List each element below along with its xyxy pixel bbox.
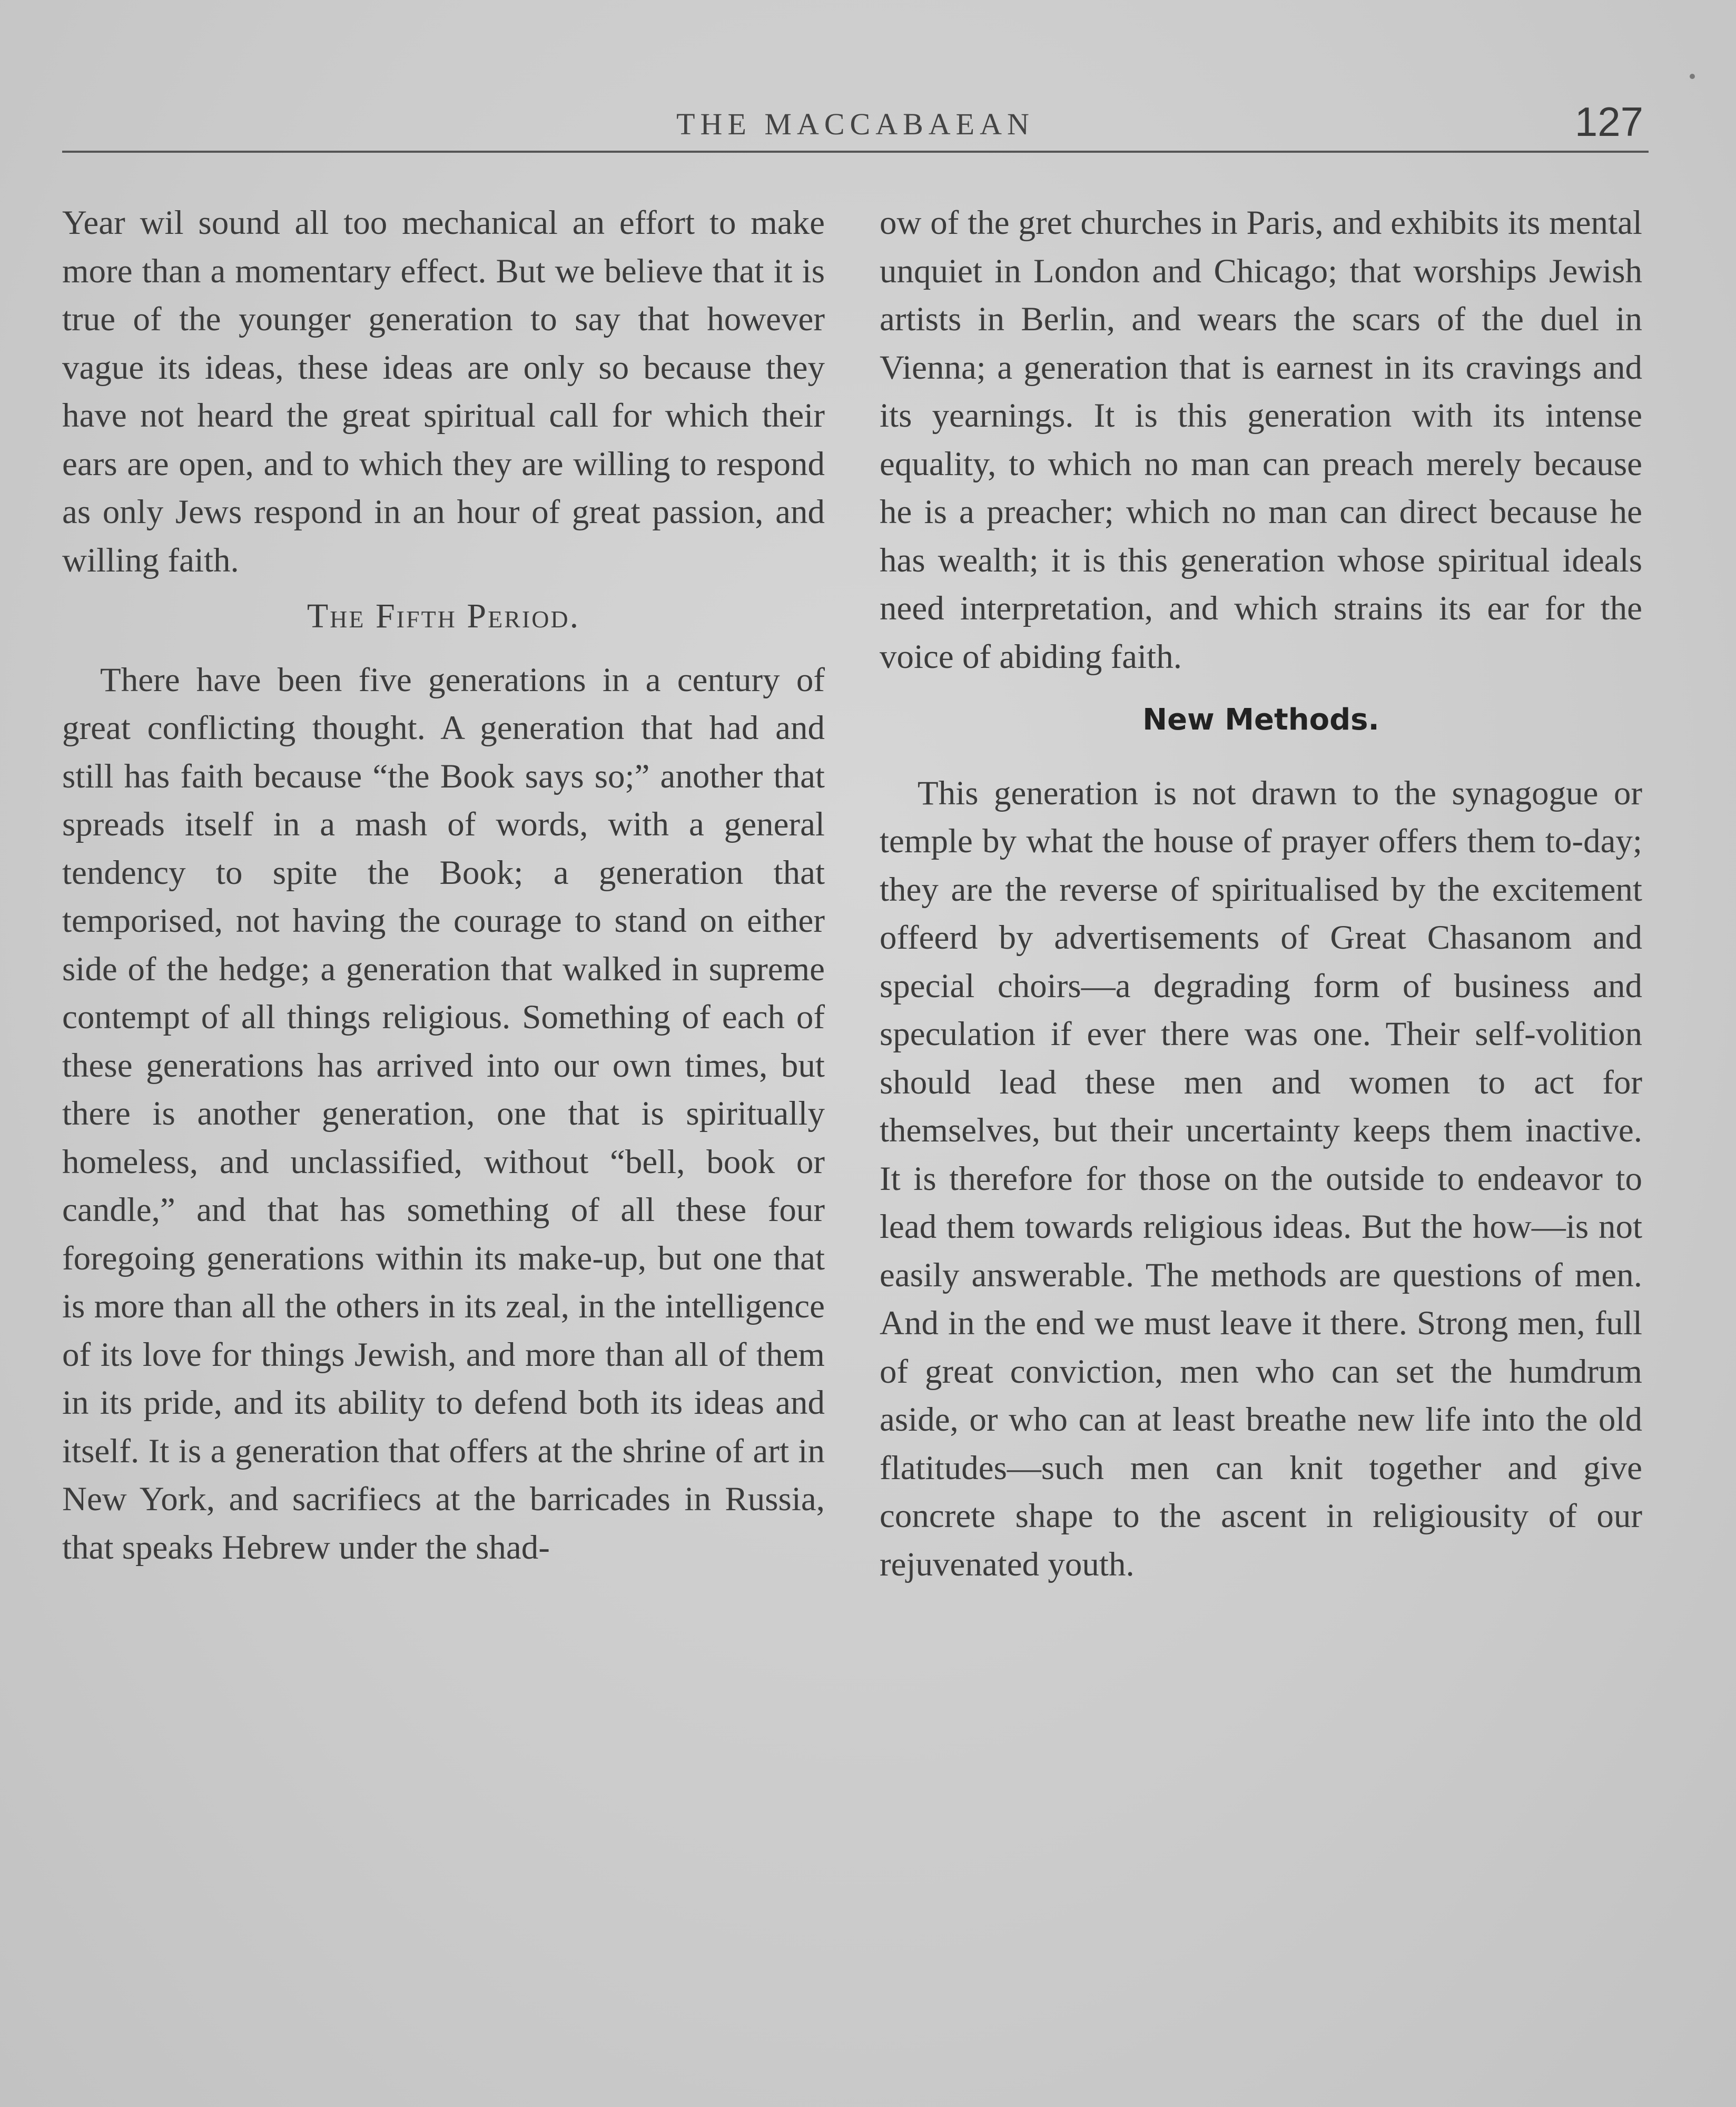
- section-heading-fifth-period: The Fifth Period.: [307, 597, 580, 635]
- page-number: 127: [1574, 99, 1643, 145]
- running-title: THE MACCABAEAN: [676, 107, 1034, 141]
- section-heading-new-methods: New Methods.: [1142, 703, 1379, 737]
- right-column: [880, 199, 1642, 1589]
- left-paragraph-main: There have been five generations in a century of great conflicting thought. A generation that had and still has faith because “the Book says so;” another that spreads itself in a mash of words, with a general tendency to spite the Book; a generation that temporised, not having the courage to stand on either side of the hedge; a generation that walked in supreme contempt of all things religious. Something of each of these generations has arrived into our own times, but there is another generation, one that is spiritually homeless, and unclassified, without “bell, book or candle,” and that has something of all these four foregoing generations within its make-up, but one that is more than all the others in its zeal, in the intelligence of its love for things Jewish, and more than all of them in its pride, and its ability to defend both its ideas and itself. It is a generation that offers at the shrine of art in New York, and sacrifiecs at the barricades in Russia, that speaks Hebrew under the shad-: [62, 661, 825, 1567]
- paper-speck: [1690, 74, 1695, 79]
- page-header: [62, 100, 1649, 153]
- right-paragraph-continued: ow of the gret churches in Paris, and exhibits its mental unquiet in London and Chicago; that worships Jewish artists in Berlin, and wears the scars of the duel in Vienna; a generation that is earnest in its cravings and its yearnings. It is this generation with its intense equality, to which no man can preach merely because he is a preacher; which no man can direct because he has wealth; it is this generation whose spiritual ideals need interpretation, and which strains its ear for the voice of abiding faith.: [880, 204, 1642, 676]
- left-paragraph-continued: Year wil sound all too mechanical an effort to make more than a momentary effect. But we believe that it is true of the younger generation to say that however vague its ideas, these ideas are only so because they have not heard the great spiritual call for which their ears are open, and to which they are willing to respond as only Jews respond in an hour of great passion, and willing faith.: [62, 204, 825, 579]
- right-paragraph-main: This generation is not drawn to the synagogue or temple by what the house of prayer offers them to-day; they are the reverse of spiritualised by the excitement offeerd by advertisements of Great Chasanom and special choirs—a degrading form of business and speculation if ever there was one. Their self-volition should lead these men and women to act for themselves, but their uncertainty keeps them inactive. It is therefore for those on the outside to endeavor to lead them towards religious ideas. But the how—is not easily answerable. The methods are questions of men. And in the end we must leave it there. Strong men, full of great conviction, men who can set the humdrum aside, or who can at least breathe new life into the old flatitudes—such men can knit together and give concrete shape to the ascent in religiousity of our rejuvenated youth.: [880, 774, 1642, 1583]
- left-column: [62, 199, 825, 1572]
